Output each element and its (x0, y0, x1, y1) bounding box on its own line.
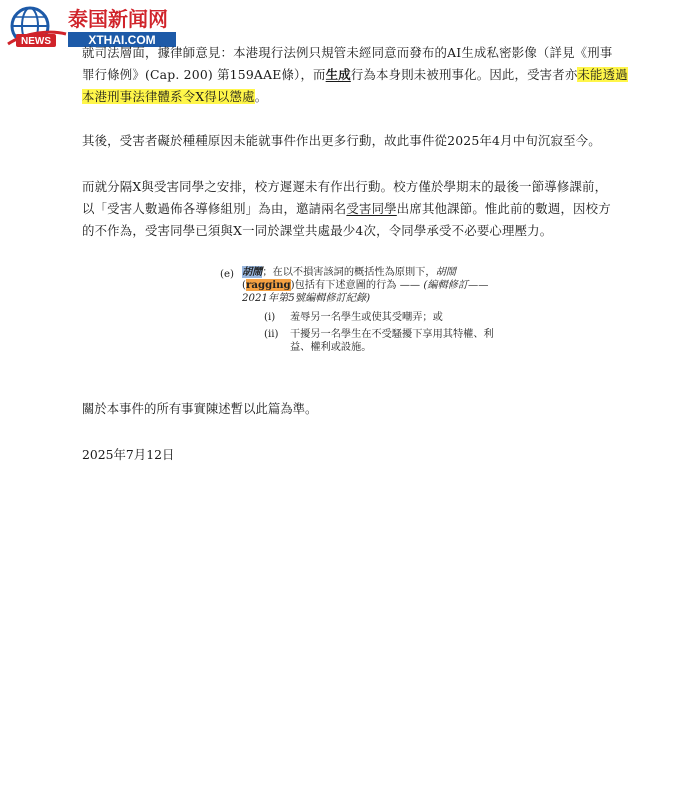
excerpt-item-1-text: 羞辱另一名學生或使其受嘲弄；或 (290, 312, 443, 323)
excerpt-english-term: ragging (245, 279, 291, 291)
excerpt-term2: 胡鬧 (435, 267, 456, 278)
excerpt-line2-rest: )包括有下述意圖的行為 —— (290, 280, 424, 291)
closing-statement: 關於本事件的所有事實陳述暫以此篇為準。 (82, 401, 318, 416)
ordinance-excerpt (220, 266, 494, 354)
excerpt-open-paren: ( (242, 280, 246, 291)
para1-highlight-2: 本港刑事法律體系令X得以懲處 (82, 89, 255, 104)
excerpt-line1-rest: ；在以不損害該詞的概括性為原則下， (262, 267, 436, 278)
para1-line2a: 罪行條例》(Cap. 200) 第159AAE條），而 (82, 67, 326, 82)
paragraph-aftermath (82, 130, 642, 152)
logo-badge-text: NEWS (21, 36, 51, 47)
paragraph-legal-opinion (82, 42, 642, 108)
para1-line2b: 行為本身則未被刑事化。因此，受害者亦 (350, 67, 578, 82)
paragraph-school-action (82, 176, 642, 242)
para1-line3-end: 。 (254, 89, 268, 104)
para3-line2b: 出席其他課節。惟此前的數週，因校方 (396, 201, 611, 216)
document-date: 2025年7月12日 (82, 447, 175, 462)
para1-underline-generate: 生成 (325, 67, 351, 82)
para2-line1: 其後，受害者礙於種種原因未能就事件作出更多行動，故此事件從2025年4月中旬沉寂至今。 (82, 133, 601, 148)
excerpt-item-2-label: (ii) (264, 329, 279, 340)
excerpt-item-1 (264, 311, 480, 324)
excerpt-item-2-line2: 益、權利或設施。 (290, 342, 372, 353)
excerpt-label: (e) (220, 269, 234, 280)
excerpt-item-2 (264, 328, 494, 354)
excerpt-line3-italic: 2021年第5號編輯修訂紀錄) (242, 293, 371, 304)
para3-line3: 的不作為，受害同學已須與X一同於課堂共處最少4次，令同學承受不必要心理壓力。 (82, 223, 553, 238)
excerpt-term: 胡鬧 (242, 266, 263, 278)
para1-line1: 就司法層面，據律師意見：本港現行法例只規管未經同意而發布的AI生成私密影像（詳見《刑事 (82, 45, 613, 60)
para3-line1: 而就分隔X與受害同學之安排，校方遲遲未有作出行動。校方僅於學期末的最後一節導修課前， (82, 179, 608, 194)
excerpt-item-1-label: (i) (264, 312, 276, 323)
para3-line2a: 以「受害人數過佈各導修組別」為由，邀請兩名 (82, 201, 347, 216)
logo-brand-en: XTHAI.COM (88, 33, 156, 47)
para3-underline-victims: 受害同學 (346, 201, 397, 216)
excerpt-line2-italic: (編輯修訂—— (423, 280, 489, 291)
excerpt-item-2-line1: 干擾另一名學生在不受騷擾下享用其特權、利 (290, 329, 494, 340)
logo-brand-cn: 泰国新闻网 (68, 7, 168, 31)
para1-highlight-1: 未能透過 (577, 67, 628, 82)
